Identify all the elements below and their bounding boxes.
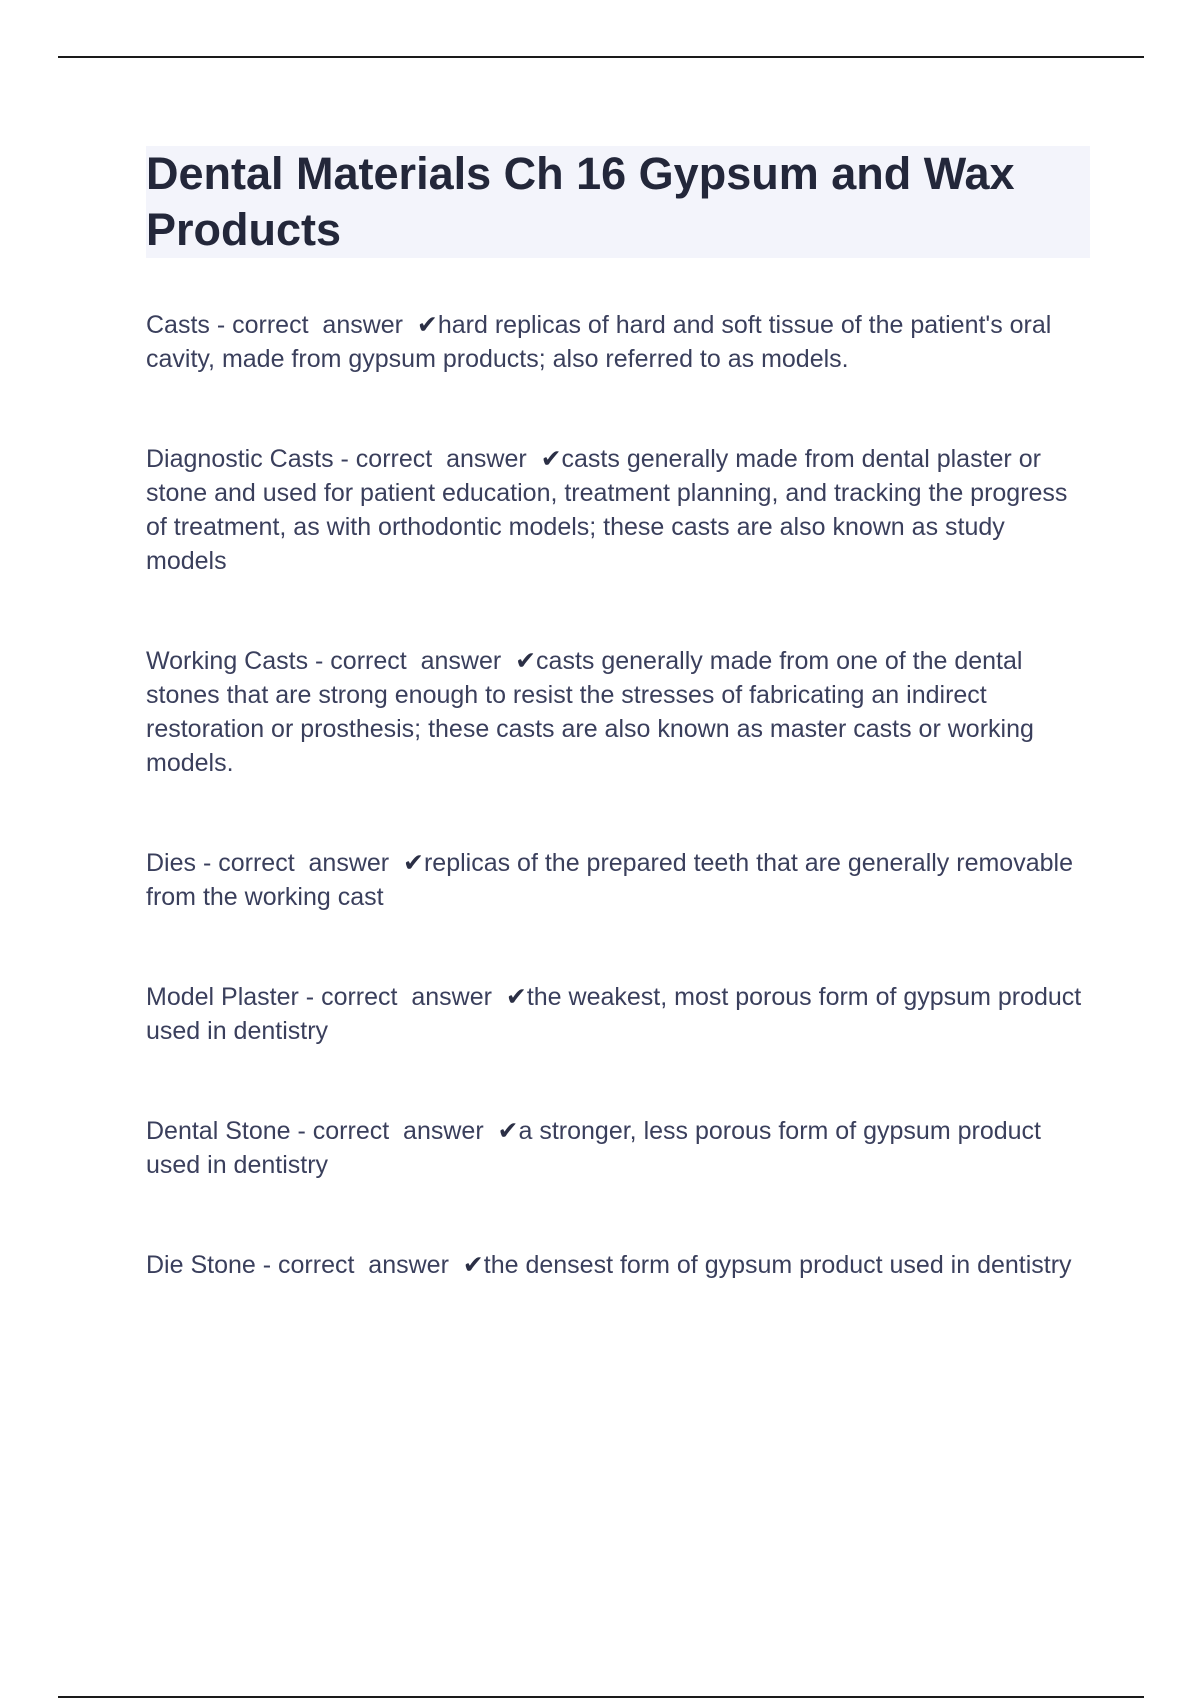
card-term: Model Plaster (146, 983, 299, 1011)
flashcard (146, 1248, 1090, 1282)
flashcard (146, 980, 1090, 1048)
answer-separator: - correct answer (290, 1117, 498, 1145)
answer-separator: - correct answer (298, 983, 506, 1011)
document-body (146, 146, 1090, 1282)
answer-separator: - correct answer (209, 311, 417, 339)
card-term: Diagnostic Casts (146, 445, 334, 473)
answer-separator: - correct answer (308, 647, 516, 675)
flashcard (146, 308, 1090, 376)
card-definition: a stronger, less porous form of gypsum product used in dentistry (146, 1117, 1048, 1179)
checkmark-icon: ✔ (497, 1117, 519, 1145)
card-definition: hard replicas of hard and soft tissue of the patient's oral cavity, made from gypsum products; also referred to as models. (146, 311, 1059, 373)
card-term: Dental Stone (146, 1117, 291, 1145)
card-definition: replicas of the prepared teeth that are generally removable from the working cast (146, 849, 1080, 911)
top-rule (58, 56, 1144, 58)
checkmark-icon: ✔ (416, 311, 438, 339)
flashcard-list (146, 308, 1090, 1282)
card-term: Working Casts (146, 647, 309, 675)
checkmark-icon: ✔ (515, 647, 537, 675)
answer-separator: - correct answer (333, 445, 541, 473)
checkmark-icon: ✔ (403, 849, 424, 877)
checkmark-icon: ✔ (540, 445, 562, 473)
card-definition: casts generally made from dental plaster or stone and used for patient education, treatment planning, and tracking the progress of treatment, as with orthodontic models; these casts are also known as study models (146, 445, 1075, 575)
card-definition: casts generally made from one of the dental stones that are strong enough to resist the stresses of fabricating an indirect restoration or prosthesis; these casts are also known as master casts or working models. (146, 647, 1041, 777)
answer-separator: - correct answer (255, 1251, 463, 1279)
checkmark-icon: ✔ (505, 983, 527, 1011)
flashcard (146, 442, 1090, 578)
card-term: Casts (146, 311, 210, 339)
flashcard (146, 644, 1090, 780)
card-definition: the weakest, most porous form of gypsum product used in dentistry (146, 983, 1089, 1045)
flashcard (146, 1114, 1090, 1182)
page-title: Dental Materials Ch 16 Gypsum and Wax Products (146, 148, 1015, 255)
answer-separator: - correct answer (196, 849, 404, 877)
checkmark-icon: ✔ (462, 1251, 484, 1279)
card-term: Dies (146, 849, 197, 877)
title-block (146, 146, 1090, 258)
flashcard (146, 846, 1090, 914)
bottom-rule (58, 1696, 1144, 1698)
card-definition: the densest form of gypsum product used in dentistry (483, 1251, 1072, 1279)
card-term: Die Stone (146, 1251, 256, 1279)
